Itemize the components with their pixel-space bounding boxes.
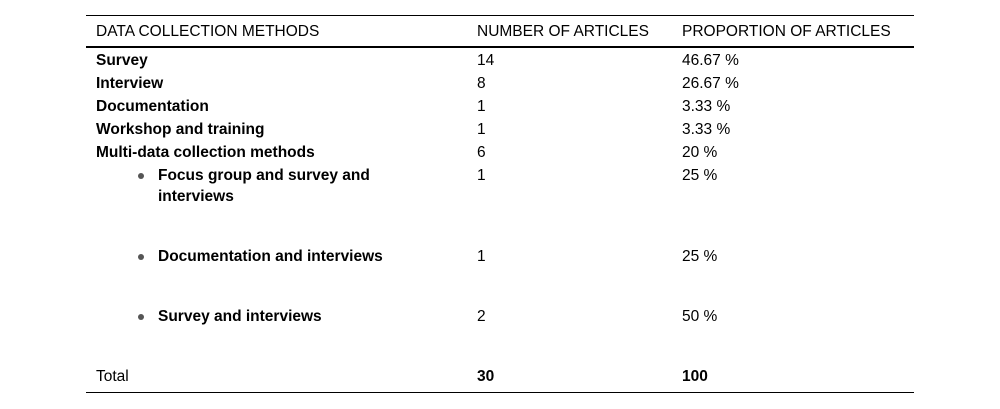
row-count: 1 xyxy=(477,121,486,138)
row-proportion: 20 % xyxy=(682,144,718,161)
subrow-proportion: 50 % xyxy=(682,308,718,325)
total-proportion: 100 xyxy=(682,368,708,385)
row-method: Multi-data collection methods xyxy=(96,144,315,161)
row-method: Survey xyxy=(96,52,148,69)
subrow-method: Documentation and interviews xyxy=(158,248,383,265)
subrow-proportion: 25 % xyxy=(682,167,718,184)
bullet-icon xyxy=(138,314,144,320)
row-proportion: 3.33 % xyxy=(682,121,731,138)
row-count: 1 xyxy=(477,98,486,115)
row-proportion: 3.33 % xyxy=(682,98,731,115)
total-label: Total xyxy=(96,368,129,385)
row-proportion: 46.67 % xyxy=(682,52,739,69)
subrow-count: 1 xyxy=(477,248,486,265)
row-method: Workshop and training xyxy=(96,121,265,138)
subrow-count: 2 xyxy=(477,308,486,325)
header-proportion: PROPORTION OF ARTICLES xyxy=(682,23,891,40)
bullet-icon xyxy=(138,254,144,260)
row-count: 6 xyxy=(477,144,486,161)
bullet-icon xyxy=(138,173,144,179)
table-top-rule xyxy=(86,15,914,16)
subrow-count: 1 xyxy=(477,167,486,184)
subrow-method: Focus group and survey and interviews xyxy=(158,167,370,205)
total-count: 30 xyxy=(477,368,495,385)
row-proportion: 26.67 % xyxy=(682,75,739,92)
header-rule xyxy=(86,46,914,48)
header-method: DATA COLLECTION METHODS xyxy=(96,23,320,40)
table-bottom-rule xyxy=(86,392,914,393)
row-method: Documentation xyxy=(96,98,209,115)
row-count: 14 xyxy=(477,52,495,69)
row-count: 8 xyxy=(477,75,486,92)
subrow-method: Survey and interviews xyxy=(158,308,322,325)
subrow-proportion: 25 % xyxy=(682,248,718,265)
row-method: Interview xyxy=(96,75,164,92)
header-count: NUMBER OF ARTICLES xyxy=(477,23,649,40)
